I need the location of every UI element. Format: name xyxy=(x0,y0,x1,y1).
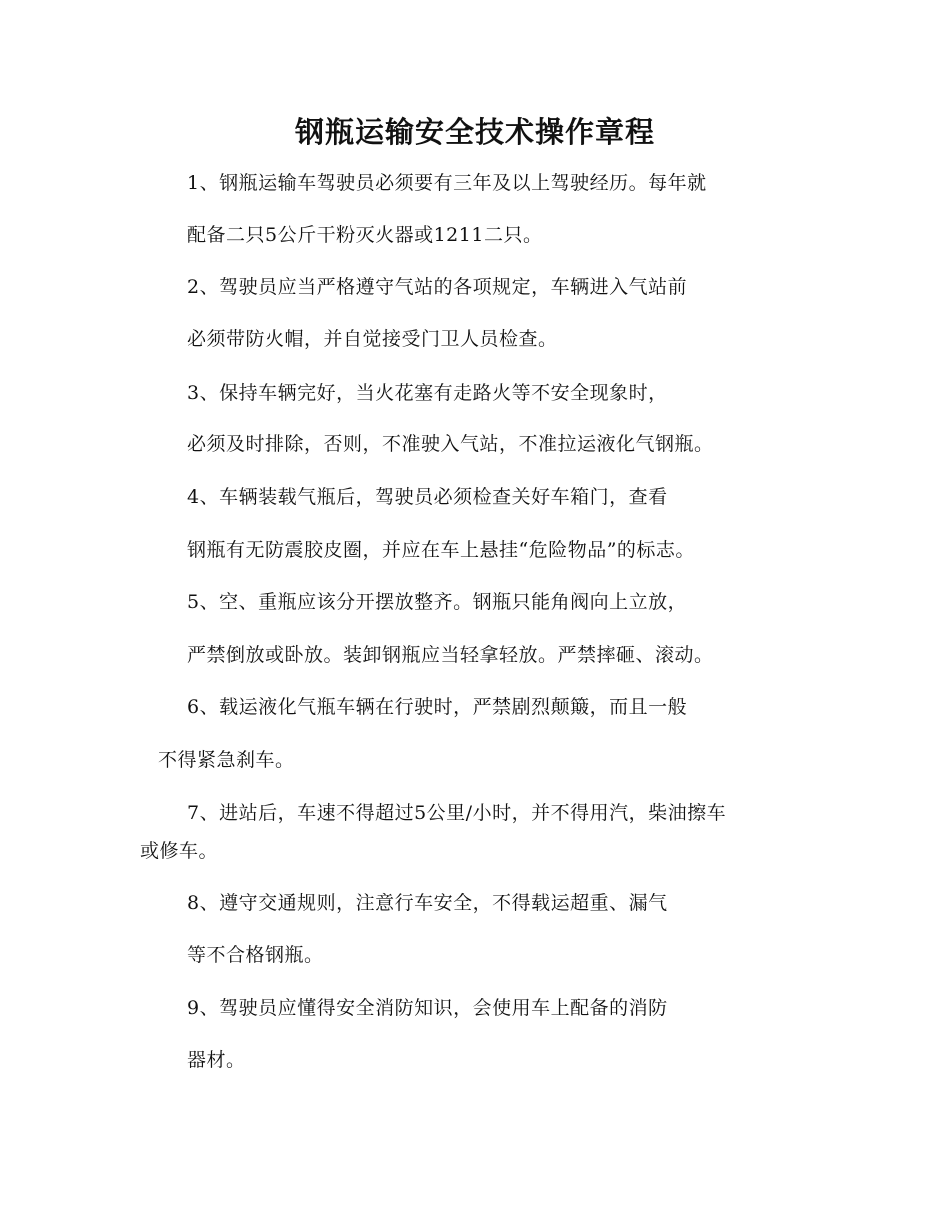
rule-7-line-2: 或修车。 xyxy=(140,840,219,862)
rule-6-line-2: 不得紧急刹车。 xyxy=(158,749,295,771)
rule-1-line-1: 1、钢瓶运输车驾驶员必须要有三年及以上驾驶经历。每年就 xyxy=(187,172,707,194)
rule-9-line-2: 器材。 xyxy=(187,1049,246,1071)
rule-8-line-2: 等不合格钢瓶。 xyxy=(187,944,324,966)
rule-8-line-1: 8、遵守交通规则，注意行车安全，不得载运超重、漏气 xyxy=(187,892,668,914)
rule-2-line-1: 2、驾驶员应当严格遵守气站的各项规定，车辆进入气站前 xyxy=(187,276,688,298)
rule-5-line-1: 5、空、重瓶应该分开摆放整齐。钢瓶只能角阀向上立放， xyxy=(187,591,688,613)
rule-4-line-1: 4、车辆装载气瓶后，驾驶员必须检查关好车箱门，查看 xyxy=(187,486,668,508)
document-title: 钢瓶运输安全技术操作章程 xyxy=(294,115,655,149)
rule-6-line-1: 6、载运液化气瓶车辆在行驶时，严禁剧烈颠簸，而且一般 xyxy=(187,696,688,718)
rule-9-line-1: 9、驾驶员应懂得安全消防知识，会使用车上配备的消防 xyxy=(187,997,668,1019)
rule-3-line-2: 必须及时排除，否则，不准驶入气站，不准拉运液化气钢瓶。 xyxy=(187,433,714,455)
rule-5-line-2: 严禁倒放或卧放。装卸钢瓶应当轻拿轻放。严禁摔砸、滚动。 xyxy=(187,644,714,666)
rule-2-line-2: 必须带防火帽，并自觉接受门卫人员检查。 xyxy=(187,328,558,350)
rule-7-line-1: 7、进站后，车速不得超过5公里/小时，并不得用汽，柴油擦车 xyxy=(187,802,727,824)
rule-1-line-2: 配备二只5公斤干粉灭火器或1211二只。 xyxy=(187,224,543,246)
rule-3-line-1: 3、保持车辆完好，当火花塞有走路火等不安全现象时， xyxy=(187,382,668,404)
rule-4-line-2: 钢瓶有无防震胶皮圈，并应在车上悬挂“危险物品”的标志。 xyxy=(187,539,695,561)
